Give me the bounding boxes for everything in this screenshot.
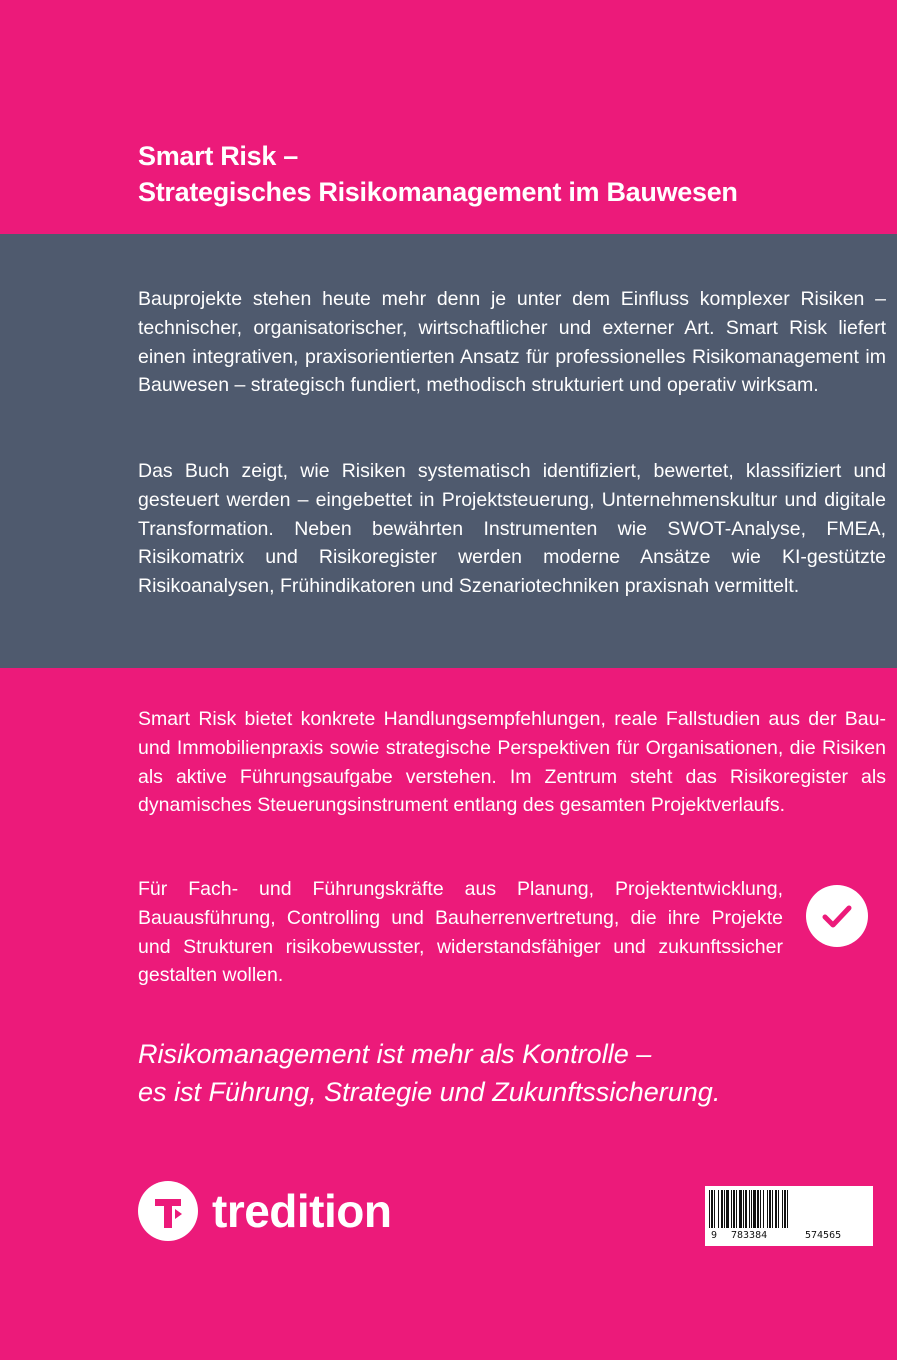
barcode-bar [751, 1190, 752, 1228]
barcode-first-digit: 9 [711, 1230, 718, 1241]
target-audience-paragraph: Für Fach- und Führungskräfte aus Planung, Projektentwicklung, Bauausführung, Controlling und Bauherrenvertretung, die ihre Projekte und Strukturen risikobewusster, widerstandsfähiger und zukunftssicher gestalten wollen. [138, 878, 783, 987]
book-title [138, 138, 838, 210]
barcode-bars [705, 1186, 873, 1230]
body-paragraph-3: Smart Risk bietet konkrete Handlungsempfehlungen, reale Fallstudien aus der Bau- und Immobilienpraxis sowie strategische Perspektiven für Organisationen, die Risiken als aktive Führungsaufgabe verstehen. Im Zentrum steht das Risikoregister als dynamisches Steuerungsinstrument entlang des gesamten Projektverlaufs. [138, 708, 886, 817]
barcode-bar [739, 1190, 742, 1228]
barcode-bar [745, 1190, 747, 1228]
barcode-left-group: 783384 [731, 1230, 768, 1241]
quote-line-1: Risikomanagement ist mehr als Kontrolle – [138, 1039, 652, 1069]
barcode-digits [705, 1229, 873, 1243]
quote-line-2: es ist Führung, Strategie und Zukunftssicherung. [138, 1077, 721, 1107]
barcode-right-group: 574565 [805, 1230, 842, 1241]
barcode-bar [775, 1190, 777, 1228]
barcode-bar [767, 1190, 768, 1228]
barcode-bar [778, 1190, 779, 1228]
tredition-logo-icon [138, 1181, 198, 1241]
barcode-bar [709, 1190, 710, 1228]
barcode-bar [731, 1190, 732, 1228]
barcode-bar [718, 1190, 719, 1228]
barcode-bar [749, 1190, 750, 1228]
barcode-bar [736, 1190, 737, 1228]
barcode-bar [769, 1190, 771, 1228]
barcode-bar [743, 1190, 744, 1228]
barcode-bar [711, 1190, 713, 1228]
checkmark-circle-icon [806, 885, 868, 947]
barcode-bar [763, 1190, 764, 1228]
publisher-name: tredition [212, 1185, 392, 1237]
barcode-bar [753, 1190, 756, 1228]
barcode-bar [726, 1190, 729, 1228]
intro-paragraph-2: Das Buch zeigt, wie Risiken systematisch identifiziert, bewertet, klassifiziert und gesteuert werden – eingebettet in Projektsteuerung, Unternehmenskultur und digitale Transformation. Neben bewährten Instrumenten wie SWOT-Analyse, FMEA, Risikomatrix und Risikoregister werden moderne Ansätze wie KI-gestützte Risikoanalysen, Frühindikatoren und Szenariotechniken praxisnah vermittelt. [138, 460, 886, 598]
barcode-bar [772, 1190, 773, 1228]
barcode-bar [760, 1190, 761, 1228]
barcode-bar [733, 1190, 735, 1228]
barcode-bar [714, 1190, 715, 1228]
closing-quote [138, 1035, 878, 1111]
title-line-1: Smart Risk – [138, 141, 298, 171]
barcode-bar [782, 1190, 783, 1228]
barcode-bar [757, 1190, 759, 1228]
intro-paragraph-1: Bauprojekte stehen heute mehr denn je unter dem Einfluss komplexer Risiken – technischer, organisatorischer, wirtschaftlicher und externer Art. Smart Risk liefert einen integrativen, praxisorientierten Ansatz für professionelles Risikomanagement im Bauwesen – strategisch fundiert, methodisch strukturiert und operativ wirksam. [138, 288, 886, 397]
publisher-mark [138, 1180, 391, 1242]
barcode-bar [784, 1190, 786, 1228]
isbn-barcode [705, 1186, 873, 1246]
barcode-bar [724, 1190, 725, 1228]
barcode-bar [721, 1190, 723, 1228]
barcode-bar [787, 1190, 788, 1228]
title-line-2: Strategisches Risikomanagement im Bauwesen [138, 177, 738, 207]
